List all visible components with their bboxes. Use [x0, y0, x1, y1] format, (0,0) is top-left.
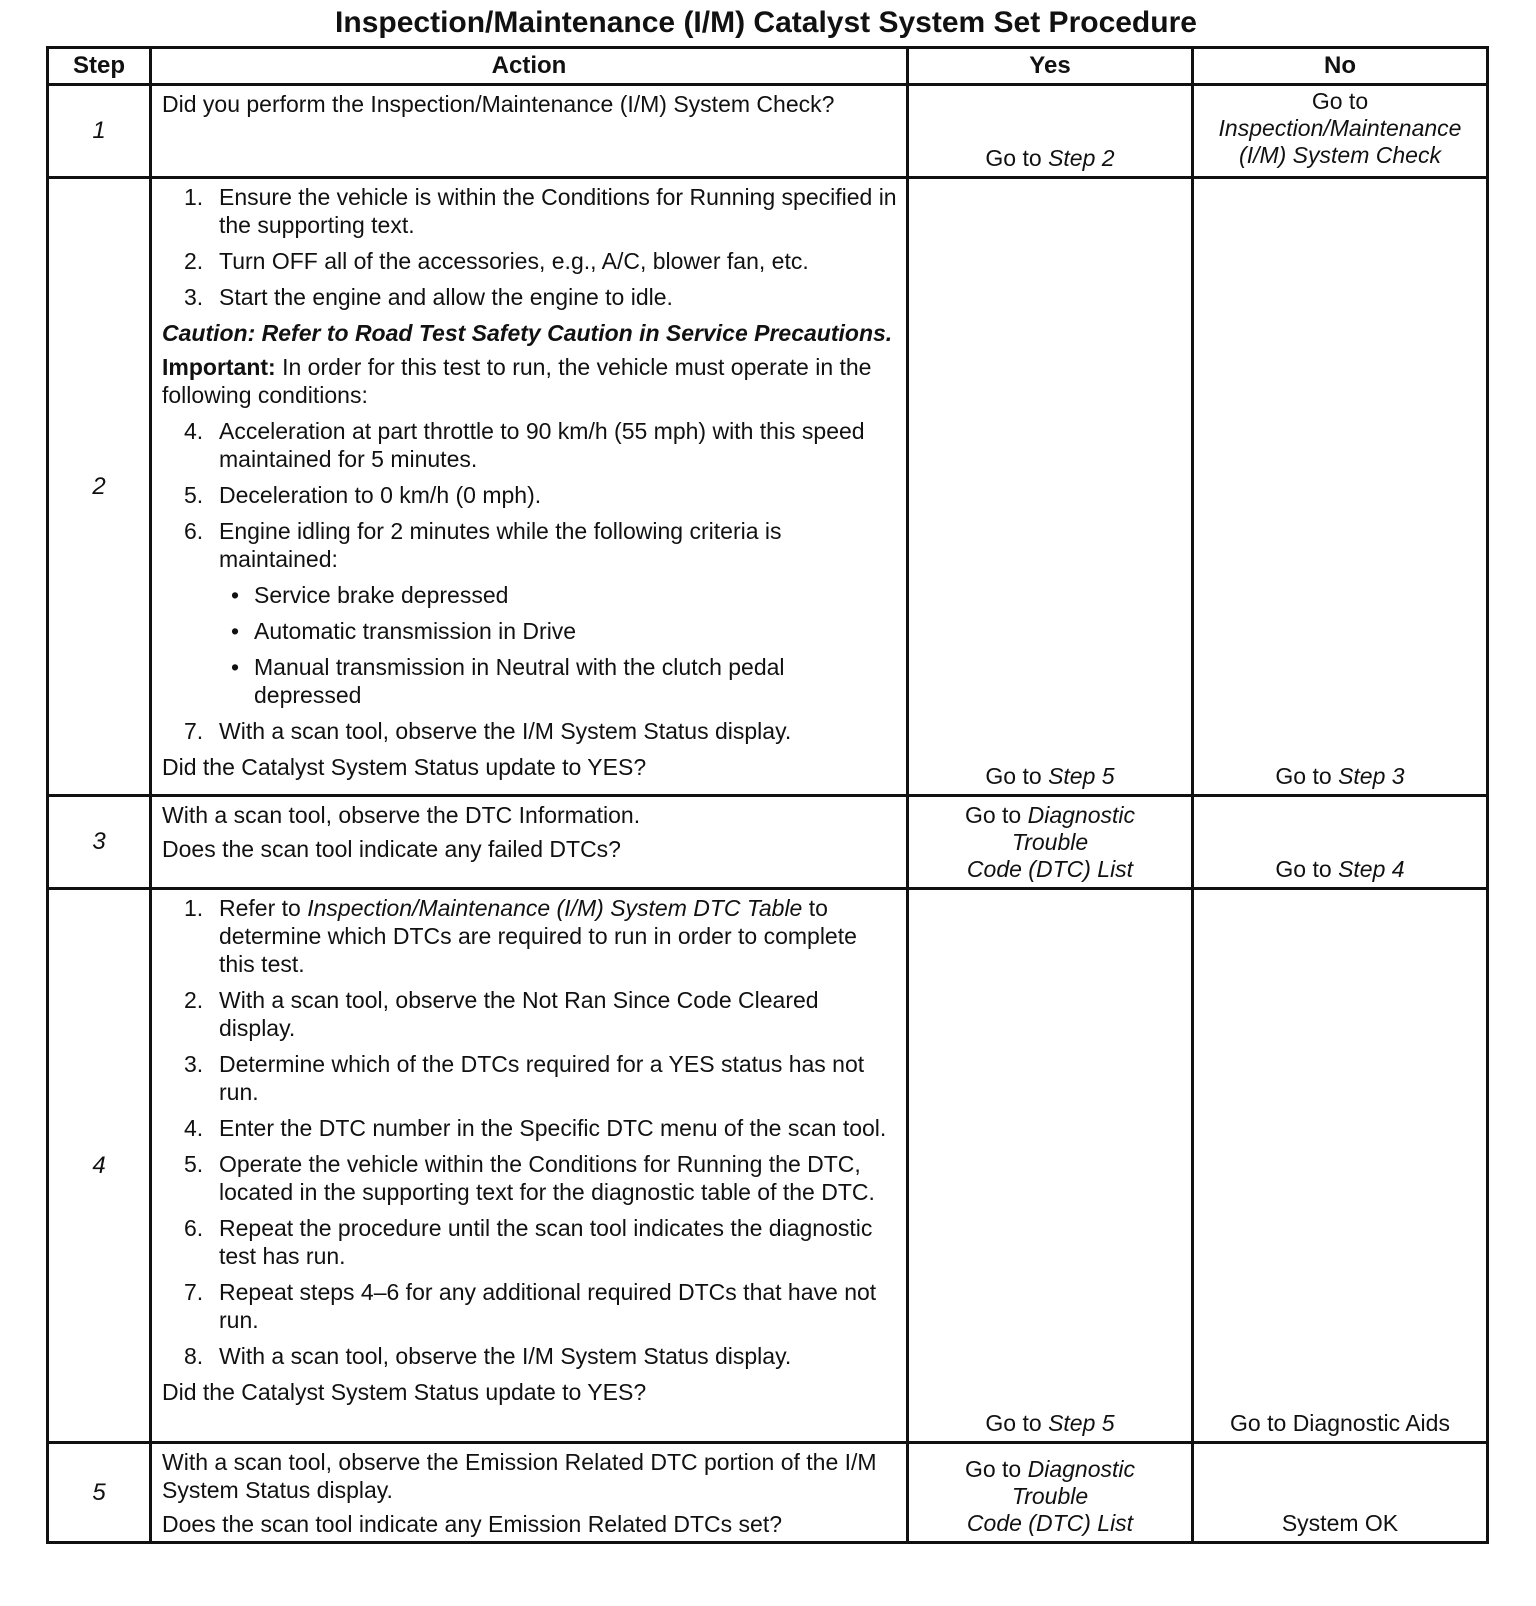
- table-header-row: [48, 48, 1488, 85]
- action-cell: [151, 178, 908, 796]
- instruction-text: With a scan tool, observe the DTC Information.: [162, 802, 641, 828]
- list-item: 5. Deceleration to 0 km/h (0 mph).: [184, 482, 542, 508]
- no-cell[interactable]: [1193, 889, 1488, 1443]
- dtc-list-link-line2[interactable]: Trouble: [1011, 829, 1089, 855]
- goto-prefix: Go to: [1275, 763, 1332, 789]
- list-item: 5. Operate the vehicle within the Conditions for Running the DTC, located in the supporting text for the diagnostic table of the DTC.: [184, 1151, 875, 1205]
- list-item: 7. With a scan tool, observe the I/M System Status display.: [184, 718, 792, 744]
- header-step: Step: [48, 48, 151, 85]
- step-number: 4: [48, 889, 151, 1443]
- bullet-item: • Manual transmission in Neutral with the clutch pedal depressed: [231, 654, 785, 708]
- table-row: [48, 889, 1488, 1443]
- result-text: System OK: [1281, 1510, 1399, 1536]
- procedure-table: [46, 46, 1489, 1544]
- action-cell: [151, 796, 908, 889]
- list-item: 4. Enter the DTC number in the Specific DTC menu of the scan tool.: [184, 1115, 887, 1141]
- yes-cell[interactable]: [908, 178, 1193, 796]
- caution-note: Caution: Refer to Road Test Safety Caution in Service Precautions.: [162, 320, 893, 346]
- list-item: 3. Determine which of the DTCs required for a YES status has not run.: [184, 1051, 865, 1105]
- table-row: [48, 796, 1488, 889]
- diagnostic-aids-link[interactable]: Go to Diagnostic Aids: [1230, 1410, 1450, 1436]
- list-item: 6. Engine idling for 2 minutes while the following criteria is maintained: • Service brake depressed • Automatic transmission in Drive • Manual transmission in Neutral with the clutch pedal depressed: [162, 517, 898, 709]
- header-no: No: [1193, 48, 1488, 85]
- goto-prefix: Go to: [985, 145, 1042, 171]
- action-cell: [151, 1443, 908, 1543]
- important-note: Important: In order for this test to run, the vehicle must operate in the following conditions:: [162, 354, 872, 408]
- list-item: 1. Refer to Inspection/Maintenance (I/M) System DTC Table to determine which DTCs are required to run in order to complete this test.: [184, 895, 857, 977]
- no-cell: [1193, 1443, 1488, 1543]
- list-item: 7. Repeat steps 4–6 for any additional required DTCs that have not run.: [184, 1279, 877, 1333]
- step-link[interactable]: Step 4: [1338, 856, 1405, 882]
- step-number: 2: [48, 178, 151, 796]
- page-title: Inspection/Maintenance (I/M) Catalyst System Set Procedure: [335, 6, 1197, 39]
- list-item: 4. Acceleration at part throttle to 90 km/h (55 mph) with this speed maintained for 5 minutes.: [184, 418, 865, 472]
- dtc-list-link-line3[interactable]: Code (DTC) List: [966, 1510, 1134, 1536]
- instruction-list: [162, 894, 898, 1370]
- header-yes: Yes: [908, 48, 1193, 85]
- goto-prefix: Go to: [964, 1456, 1022, 1482]
- bullet-item: • Automatic transmission in Drive: [231, 618, 577, 644]
- yes-cell[interactable]: [908, 85, 1193, 178]
- table-row: [48, 178, 1488, 796]
- list-item: 3. Start the engine and allow the engine to idle.: [184, 284, 673, 310]
- list-item: 2. Turn OFF all of the accessories, e.g., A/C, blower fan, etc.: [184, 248, 809, 274]
- goto-prefix: Go to: [964, 802, 1022, 828]
- criteria-list: [219, 581, 898, 709]
- action-cell: [151, 85, 908, 178]
- list-item: 8. With a scan tool, observe the I/M System Status display.: [184, 1343, 792, 1369]
- dtc-list-link[interactable]: Diagnostic: [1027, 802, 1136, 828]
- step-link[interactable]: Step 2: [1048, 145, 1115, 171]
- bullet-item: • Service brake depressed: [231, 582, 509, 608]
- list-item: 6. Repeat the procedure until the scan tool indicates the diagnostic test has run.: [184, 1215, 873, 1269]
- instruction-text: With a scan tool, observe the Emission Related DTC portion of the I/M System Status display.: [162, 1449, 877, 1503]
- question-text: Did you perform the Inspection/Maintenance (I/M) System Check?: [162, 91, 835, 117]
- list-item: 2. With a scan tool, observe the Not Ran Since Code Cleared display.: [184, 987, 819, 1041]
- goto-prefix: Go to: [985, 1410, 1042, 1436]
- action-cell: [151, 889, 908, 1443]
- yes-cell[interactable]: [908, 796, 1193, 889]
- goto-prefix: Go to: [1275, 856, 1332, 882]
- no-cell[interactable]: [1193, 796, 1488, 889]
- step-number: 1: [48, 85, 151, 178]
- dtc-list-link-line3[interactable]: Code (DTC) List: [966, 856, 1134, 882]
- no-cell[interactable]: [1193, 178, 1488, 796]
- question-text: Does the scan tool indicate any failed DTCs?: [162, 836, 621, 862]
- instruction-list: [162, 417, 898, 745]
- question-text: Does the scan tool indicate any Emission Related DTCs set?: [162, 1511, 783, 1537]
- list-item: 1. Ensure the vehicle is within the Conditions for Running specified in the supporting text.: [184, 184, 897, 238]
- question-text: Did the Catalyst System Status update to YES?: [162, 754, 647, 780]
- header-action: Action: [151, 48, 908, 85]
- step-link[interactable]: Step 3: [1338, 763, 1405, 789]
- yes-cell[interactable]: [908, 889, 1193, 1443]
- instruction-list: [162, 183, 898, 311]
- step-number: 5: [48, 1443, 151, 1543]
- step-link[interactable]: Step 5: [1048, 1410, 1115, 1436]
- step-number: 3: [48, 796, 151, 889]
- dtc-table-link[interactable]: Inspection/Maintenance (I/M) System DTC Table: [307, 895, 803, 921]
- yes-cell[interactable]: [908, 1443, 1193, 1543]
- table-row: [48, 85, 1488, 178]
- system-check-link-line2[interactable]: (I/M) System Check: [1239, 142, 1441, 168]
- goto-prefix: Go to: [985, 763, 1042, 789]
- step-link[interactable]: Step 5: [1048, 763, 1115, 789]
- system-check-link[interactable]: Inspection/Maintenance: [1218, 115, 1462, 141]
- dtc-list-link-line2[interactable]: Trouble: [1011, 1483, 1089, 1509]
- table-row: [48, 1443, 1488, 1543]
- question-text: Did the Catalyst System Status update to YES?: [162, 1379, 647, 1405]
- goto-prefix: Go to: [1311, 88, 1369, 114]
- no-cell[interactable]: [1193, 85, 1488, 178]
- dtc-list-link[interactable]: Diagnostic: [1027, 1456, 1136, 1482]
